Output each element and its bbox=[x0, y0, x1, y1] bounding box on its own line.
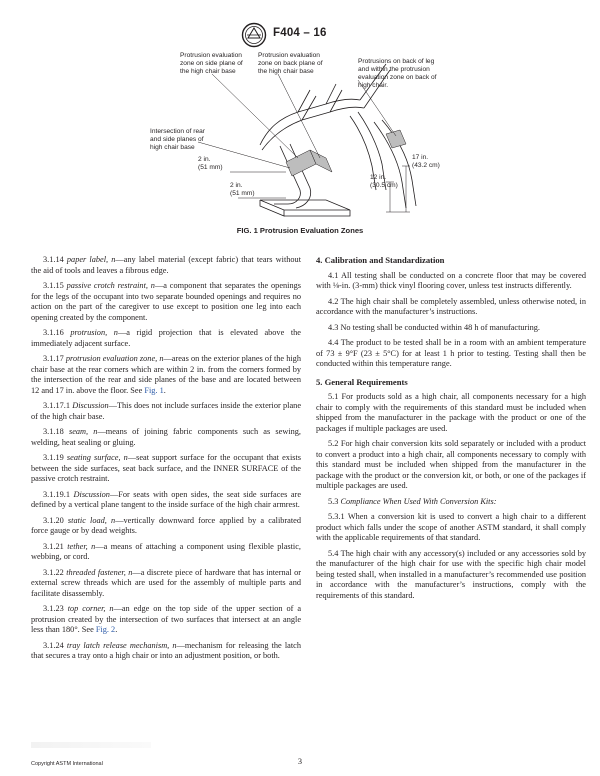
para-4-4: 4.4 The product to be tested shall be in a room with an ambient temperature of 73 ± 9°F (23 ± 5°C) for at least 1 h prior to testing. Testing shall then be conducted within this temperature range. bbox=[316, 337, 586, 369]
para-4-2: 4.2 The high chair shall be completely assembled, unless otherwise noted, in accordance with the manufacturer’s instructions. bbox=[316, 296, 586, 317]
para-3-1-24: 3.1.24 tray latch release mechanism, n—mechanism for releasing the latch that secures a tray onto a high chair or into an adjustment position, or both. bbox=[31, 640, 301, 661]
para-3-1-19: 3.1.19 seating surface, n—seat support surface for the occupant that exists between the side surfaces, seat back surface, and the INNER SURFACE of the passive crotch restraint. bbox=[31, 453, 302, 484]
para-3-1-18: 3.1.18 seam, n—means of joining fabric components such as sewing, welding, heat sealing or gluing. bbox=[31, 427, 302, 447]
label-leg-protrusions: Protrusions on back of leg and within the protrusion evaluation zone on back of high chair. bbox=[358, 58, 437, 89]
para-3-1-14: 3.1.14 paper label, n—any label material (except fabric) that tears without the aid of tools and leaves a fibrous edge. bbox=[31, 255, 302, 275]
para-5-4: 5.4 The high chair with any accessory(s) included or any accessories sold by the manufacturer of the high chair for use with the specific high chair model being tested shall, when installed in a manufacturer’s recommended use position in accordance with the manufacturer’s instructions, comply with the requirements of this standard. bbox=[316, 548, 586, 600]
para-3-1-22: 3.1.22 threaded fastener, n—a discrete piece of hardware that has internal or external screw threads which are used for the assembly of multiple parts and facilitate disassembly. bbox=[31, 567, 301, 598]
para-3-1-23: 3.1.23 top corner, n—an edge on the top side of the upper section of a protrusion created by the intersection of two surfaces that intersect at an angle less than 180°. See Fig. 2. bbox=[31, 604, 301, 635]
para-3-1-16: 3.1.16 protrusion, n—a rigid projection that is elevated above the immediately adjacent surface. bbox=[31, 328, 301, 348]
para-5-3-1: 5.3.1 When a conversion kit is used to convert a high chair to a different product which falls under the scope of another ASTM standard, it shall comply with the applicable requirements of that standard. bbox=[316, 512, 586, 543]
para-3-1-17: 3.1.17 protrusion evaluation zone, n—areas on the exterior planes of the high chair base at the rear corners which are within 2 in. from the corners formed by the intersection of the rear and side planes of the base and are located between 12 and 17 in. above the floor. See Fig. 1. bbox=[31, 354, 301, 395]
para-3-1-21: 3.1.21 tether, n—a means of attaching a component using flexible plastic, webbing, or cord. bbox=[31, 541, 301, 562]
figure-caption: FIG. 1 Protrusion Evaluation Zones bbox=[236, 226, 364, 235]
para-5-1: 5.1 For products sold as a high chair, all components necessary for a high chair to comply with the requirements of this standard must be included when shipped from the manufacturer in the package with the product or one of the packages if multiple packages are used. bbox=[316, 392, 586, 433]
copyright-notice: Copyright ASTM International bbox=[31, 761, 103, 767]
fig-1-link[interactable]: Fig. 1 bbox=[144, 385, 164, 395]
para-3-1-19-1: 3.1.19.1 Discussion—For seats with open sides, the seat side surfaces are defined by a vertical plane tangent to the inside surface of the high chair armrest. bbox=[31, 489, 302, 510]
label-dim-2in-b: 2 in. (51 mm) bbox=[230, 182, 255, 197]
faded-watermark-line bbox=[31, 742, 151, 748]
label-intersection: Intersection of rear and side planes of high chair base bbox=[150, 128, 205, 151]
left-column bbox=[31, 255, 301, 667]
label-dim-2in-a: 2 in. (51 mm) bbox=[198, 156, 223, 171]
para-3-1-15: 3.1.15 passive crotch restraint, n—a component that separates the openings for the legs of the occupant into two separate bounded openings and requires no action on the part of the caregiver to use except to position one leg into each opening created by the component. bbox=[31, 280, 301, 322]
para-5-2: 5.2 For high chair conversion kits sold separately or included with a product to convert a product into a high chair, all components necessary to comply with this standard must be included when shipped from the manufacturer in the package with the product or the conversion kit, or both, or one of the packages if multiple packages are used. bbox=[316, 439, 586, 491]
label-side-zone: Protrusion evaluation zone on side plane of the high chair base bbox=[180, 52, 243, 75]
para-5-3: 5.3 Compliance When Used With Conversion Kits: bbox=[328, 496, 497, 506]
section-4-heading: 4. Calibration and Standardization bbox=[316, 255, 445, 265]
fig-2-link[interactable]: Fig. 2 bbox=[95, 625, 116, 635]
label-dim-12in: 12 in. (30.5 cm) bbox=[370, 174, 398, 189]
page-number: 3 bbox=[297, 757, 303, 766]
para-3-1-20: 3.1.20 static load, n—vertically downward force applied by a calibrated force gauge or by dead weights. bbox=[31, 515, 301, 536]
label-dim-17in: 17 in. (43.2 cm) bbox=[412, 154, 440, 169]
label-back-zone: Protrusion evaluation zone on back plane of the high chair base bbox=[258, 52, 323, 75]
document-id: F404 – 16 bbox=[273, 27, 327, 39]
para-4-3: 4.3 No testing shall be conducted within 48 h of manufacturing. bbox=[328, 322, 540, 332]
page-header bbox=[0, 22, 600, 48]
figure-1 bbox=[150, 50, 450, 226]
astm-logo-icon bbox=[241, 22, 267, 48]
right-column bbox=[316, 255, 586, 606]
para-3-1-17-1: 3.1.17.1 Discussion—This does not include surfaces inside the exterior plane of the high chair base. bbox=[31, 401, 301, 421]
section-5-heading: 5. General Requirements bbox=[316, 376, 408, 387]
para-4-1: 4.1 All testing shall be conducted on a concrete floor that may be covered with ⅛-in. (3-mm) thick vinyl flooring cover, unless test instructs differently. bbox=[316, 270, 586, 291]
